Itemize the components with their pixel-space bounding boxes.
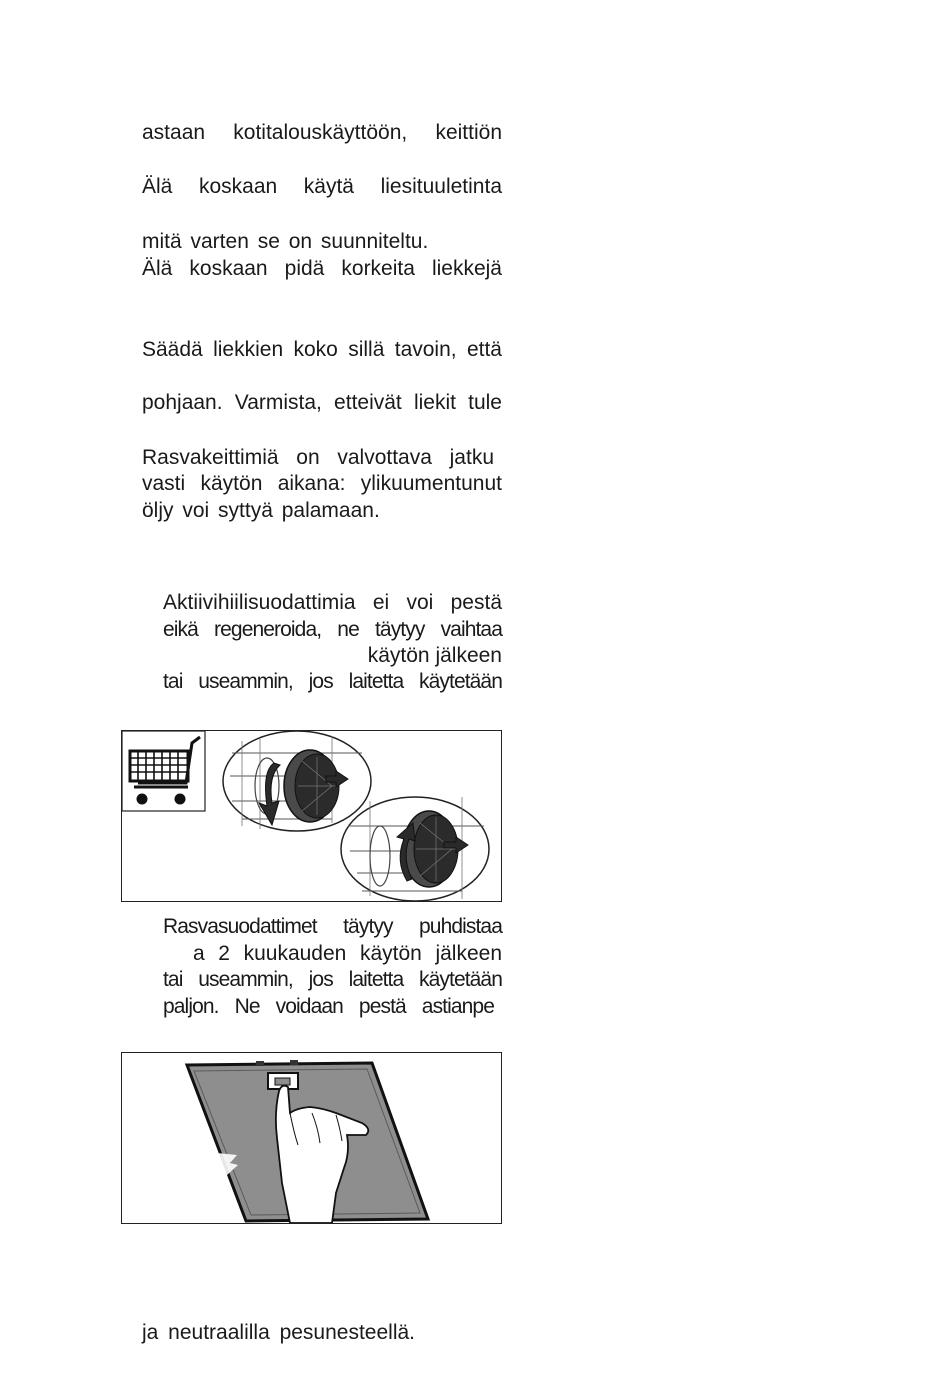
text-line: öljy voi syttyä palamaan. — [142, 499, 380, 522]
text-line: Älä koskaan käytä liesituuletinta — [142, 175, 502, 198]
text-line: astaan kotitalouskäyttöön, keittiön — [142, 121, 502, 144]
charcoal-filter-line: tai useammin, jos laitetta käytetään — [163, 670, 502, 693]
text-line: mitä varten se on suunniteltu. — [142, 230, 429, 253]
charcoal-filter-line: Aktiivihiilisuodattimia ei voi pestä — [163, 591, 502, 614]
grease-filter-line: paljon. Ne voidaan pestä astianpe — [163, 995, 494, 1018]
text-line: Älä koskaan pidä korkeita liekkejä — [142, 257, 502, 280]
grease-filter-figure — [121, 1052, 502, 1224]
text-line: vasti käytön aikana: ylikuumentunut — [142, 472, 502, 495]
text-line: Rasvakeittimiä on valvottava jatku — [142, 446, 494, 469]
hood-detail-install — [341, 797, 489, 901]
charcoal-filter-line: käytön jälkeen — [367, 644, 502, 667]
charcoal-filter-figure — [121, 730, 502, 902]
charcoal-filter-line: eikä regeneroida, ne täytyy vaihtaa — [163, 618, 502, 641]
grease-filter-line: a 2 kuukauden käytön jälkeen — [193, 942, 502, 965]
grease-filter-line: Rasvasuodattimet täytyy puhdistaa — [163, 915, 502, 938]
text-line: ja neutraalilla pesunesteellä. — [142, 1321, 416, 1344]
text-line: pohjaan. Varmista, etteivät liekit tule — [142, 391, 502, 414]
text-line: Säädä liekkien koko sillä tavoin, että — [142, 338, 502, 361]
hood-detail-remove — [223, 731, 371, 831]
grease-filter-line: tai useammin, jos laitetta käytetään — [163, 968, 502, 991]
